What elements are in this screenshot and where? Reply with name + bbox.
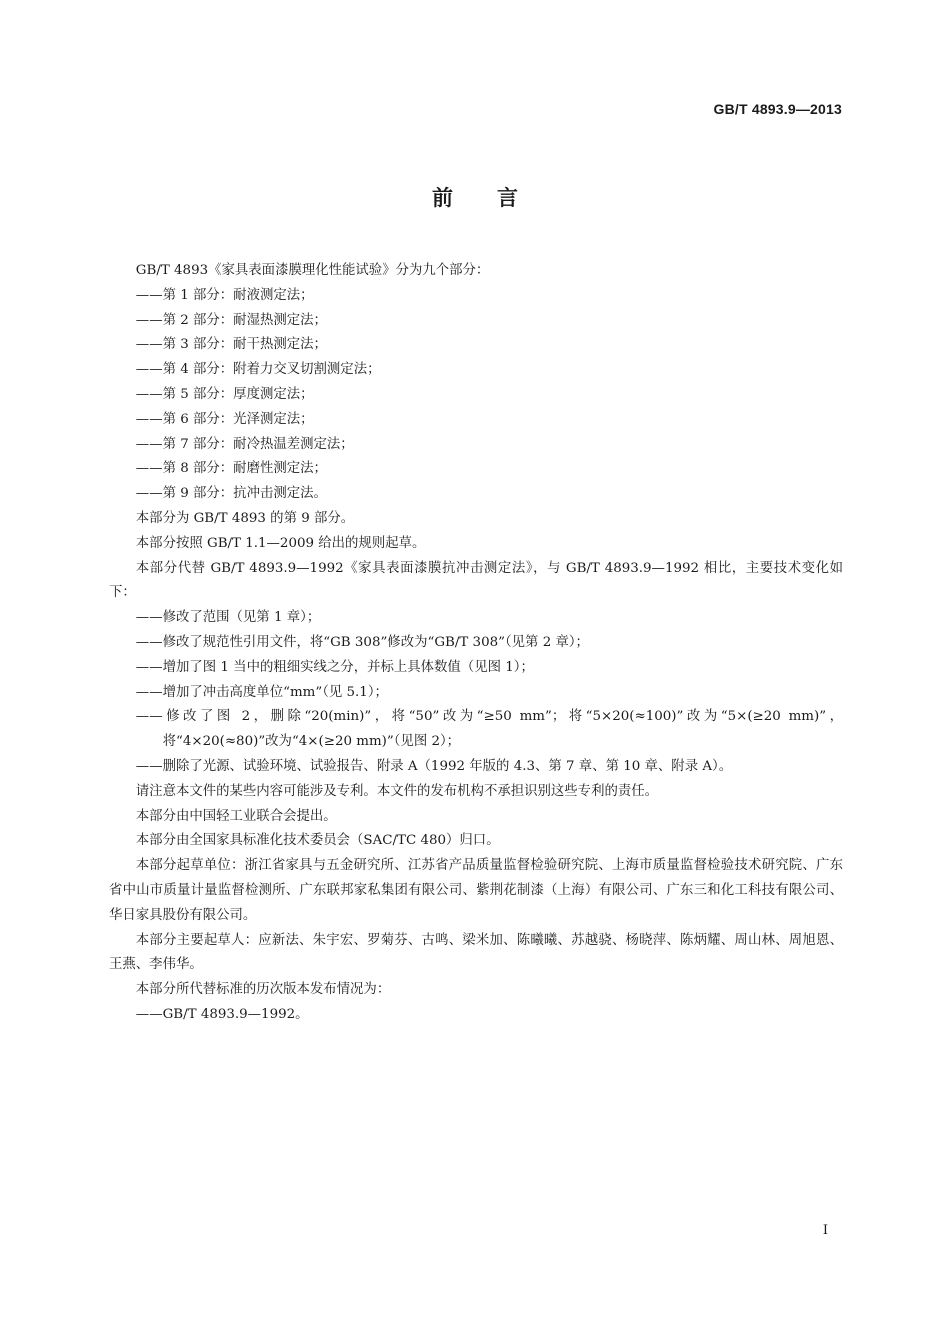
part-list-item: ——第 7 部分：耐冷热温差测定法；: [135, 436, 354, 452]
part-list-item: ——第 8 部分：耐磨性测定法；: [135, 461, 327, 477]
change-list-item: ——修改了规范性引用文件，将“GB 308”修改为“GB/T 308”（见第 2 章）；: [135, 634, 589, 650]
proposed-by-paragraph: 本部分由中国轻工业联合会提出。: [135, 808, 337, 824]
foreword-body: [109, 259, 843, 1028]
part-list-item: ——第 4 部分：附着力交叉切割测定法；: [135, 362, 381, 378]
part-list-item: ——第 3 部分：耐干热测定法；: [135, 337, 327, 353]
page-number: I: [822, 1223, 828, 1238]
drafting-units-paragraph: 本部分起草单位：浙江省家具与五金研究所、江苏省产品质量监督检验研究院、上海市质量监督检验技术研究院、广东省中山市质量计量监督检测所、广东联邦家私集团有限公司、紫荆花制漆（上海）有限公司、广东三和化工科技有限公司、华日家具股份有限公司。: [109, 858, 843, 923]
history-list-item: ——GB/T 4893.9—1992。: [135, 1006, 309, 1022]
change-list-item: ——增加了图 1 当中的粗细实线之分，并标上具体数值（见图 1）；: [135, 659, 534, 675]
change-list-item: ——删除了光源、试验环境、试验报告、附录 A（1992 年版的 4.3、第 7 章、第 10 章、附录 A）。: [135, 758, 733, 774]
centralized-by-paragraph: 本部分由全国家具标准化技术委员会（SAC/TC 480）归口。: [135, 833, 500, 849]
patent-paragraph: 请注意本文件的某些内容可能涉及专利。本文件的发布机构不承担识别这些专利的责任。: [135, 783, 659, 799]
standard-number: GB/T 4893.9—2013: [713, 101, 842, 117]
part-list-item: ——第 6 部分：光泽测定法；: [135, 411, 314, 427]
change-list-item: ——增加了冲击高度单位“mm”（见 5.1）；: [135, 684, 388, 700]
part-list-item: ——第 1 部分：耐液测定法；: [135, 287, 314, 303]
intro-paragraph: GB/T 4893《家具表面漆膜理化性能试验》分为九个部分：: [135, 263, 490, 278]
part-of-paragraph: 本部分为 GB/T 4893 的第 9 部分。: [135, 510, 355, 526]
page-title: 前言: [432, 186, 562, 210]
part-list-item: ——第 2 部分：耐湿热测定法；: [135, 312, 327, 328]
history-paragraph: 本部分所代替标准的历次版本发布情况为：: [135, 982, 391, 998]
part-list-item: ——第 9 部分：抗冲击测定法。: [135, 486, 327, 502]
replaces-paragraph: 本部分代替 GB/T 4893.9—1992《家具表面漆膜抗冲击测定法》，与 GB/T 4893.9—1992 相比，主要技术变化如下：: [109, 560, 843, 601]
part-list-item: ——第 5 部分：厚度测定法；: [135, 386, 314, 402]
drafters-paragraph: 本部分主要起草人：应新法、朱宇宏、罗菊芬、古鸣、梁米加、陈曦曦、苏越骁、杨晓萍、陈炳耀、周山林、周旭恩、王燕、李伟华。: [109, 932, 843, 973]
change-list-item: ——修改了图 2，删除“20(min)”，将“50”改为“≥50 mm”；将“5×20(≈100)”改为“5×(≥20 mm)”，将“4×20(≈80)”改为“4×(≥20 mm)”（见图 2）；: [135, 709, 843, 750]
change-list-item: ——修改了范围（见第 1 章）；: [135, 610, 321, 626]
drafting-rule-paragraph: 本部分按照 GB/T 1.1—2009 给出的规则起草。: [135, 535, 426, 551]
